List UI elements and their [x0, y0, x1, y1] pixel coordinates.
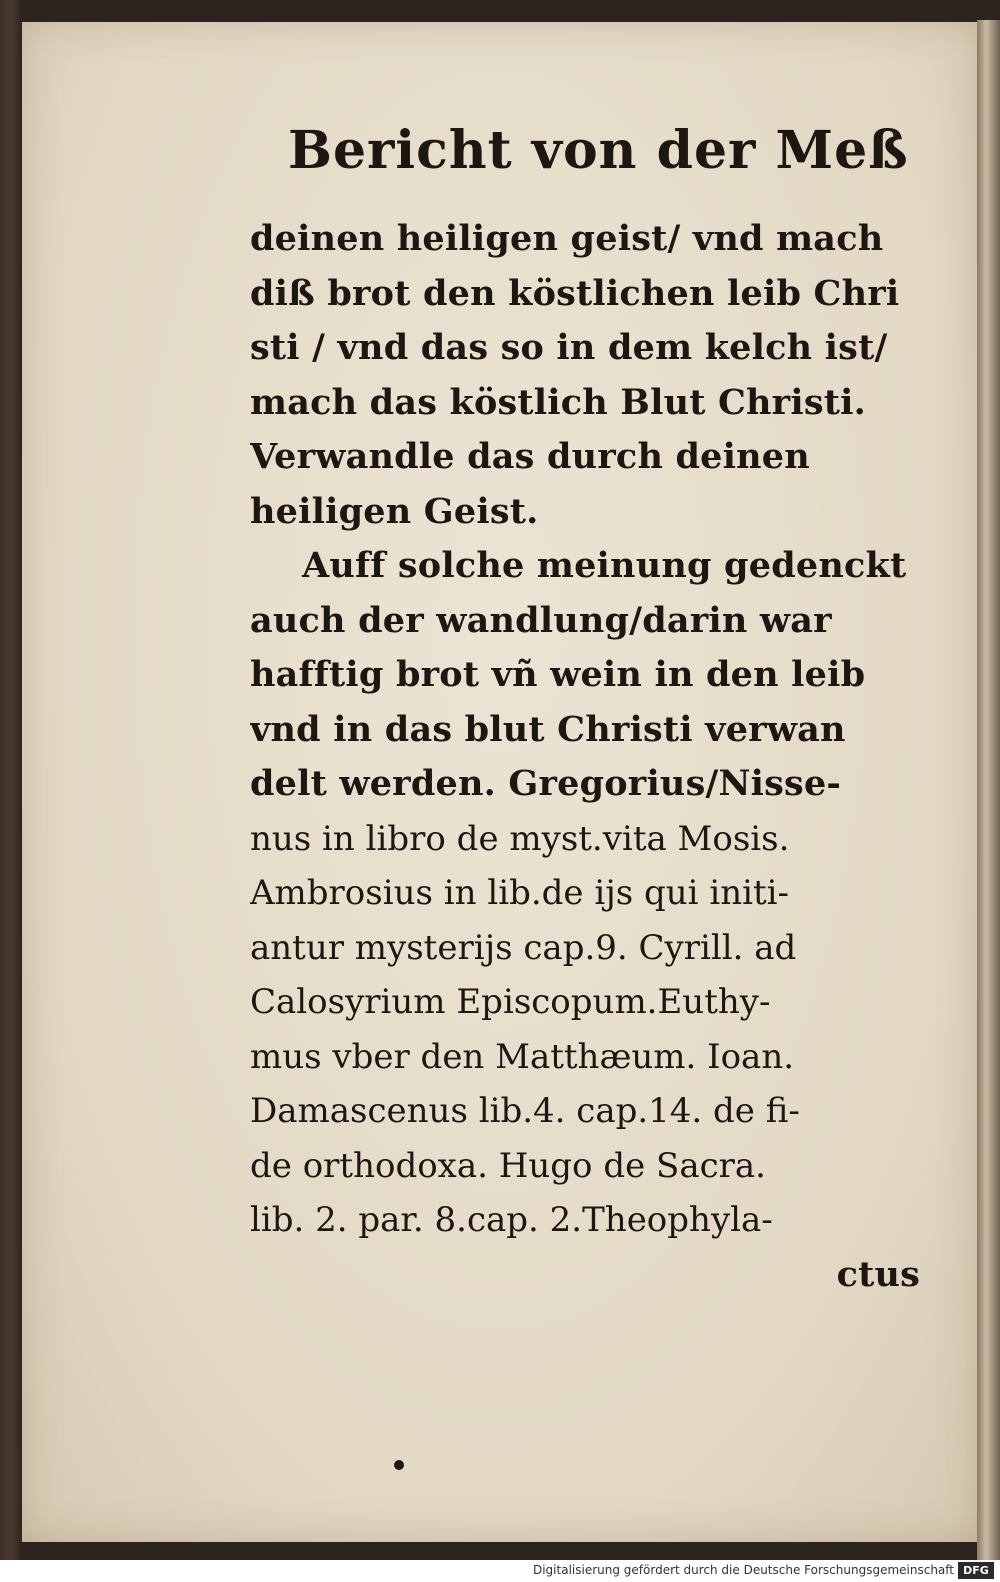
dfg-logo: DFG — [958, 1562, 994, 1579]
text-line: Calosyrium Episcopum.Euthy- — [250, 982, 771, 1022]
text-line: mus vber den Matthæum. Ioan. — [250, 1036, 795, 1077]
page-body-text — [250, 212, 930, 1302]
text-line: lib. 2. par. 8.cap. 2.Theophyla- — [250, 1200, 773, 1240]
text-line: antur mysterijs cap.9. Cyrill. ad — [250, 927, 797, 968]
text-line: mach das köstlich Blut Christi. — [250, 381, 866, 423]
text-line: auch der wandlung/darin war — [250, 599, 832, 641]
text-line: vnd in das blut Christi verwan — [250, 708, 846, 750]
text-line: sti / vnd das so in dem kelch ist/ — [250, 327, 888, 368]
running-heading: Bericht von der Meß — [288, 120, 909, 181]
text-line: diß brot den köstlichen leib Chri — [250, 272, 900, 314]
text-line: Damascenus lib.4. cap.14. de fi- — [250, 1091, 800, 1131]
catchword: ctus — [836, 1253, 920, 1295]
text-line: heiligen Geist. — [250, 490, 539, 532]
digitization-credit: Digitalisierung gefördert durch die Deutsche Forschungsgemeinschaft — [532, 1563, 954, 1577]
text-line: Ambrosius in lib.de ijs qui initi- — [250, 873, 790, 913]
page-stack-edge — [977, 20, 1000, 1560]
text-line: deinen heiligen geist/ vnd mach — [250, 218, 884, 259]
text-line: de orthodoxa. Hugo de Sacra. — [250, 1145, 766, 1186]
text-line: Auff solche meinung gedenckt — [302, 545, 907, 586]
text-line: delt werden. Gregorius/Nisse- — [250, 763, 842, 804]
text-line: hafftig brot vñ wein in den leib — [250, 654, 866, 695]
page-ornament-dot — [394, 1460, 404, 1470]
text-line: Verwandle das durch deinen — [250, 436, 810, 477]
text-line: nus in libro de myst.vita Mosis. — [250, 818, 790, 859]
